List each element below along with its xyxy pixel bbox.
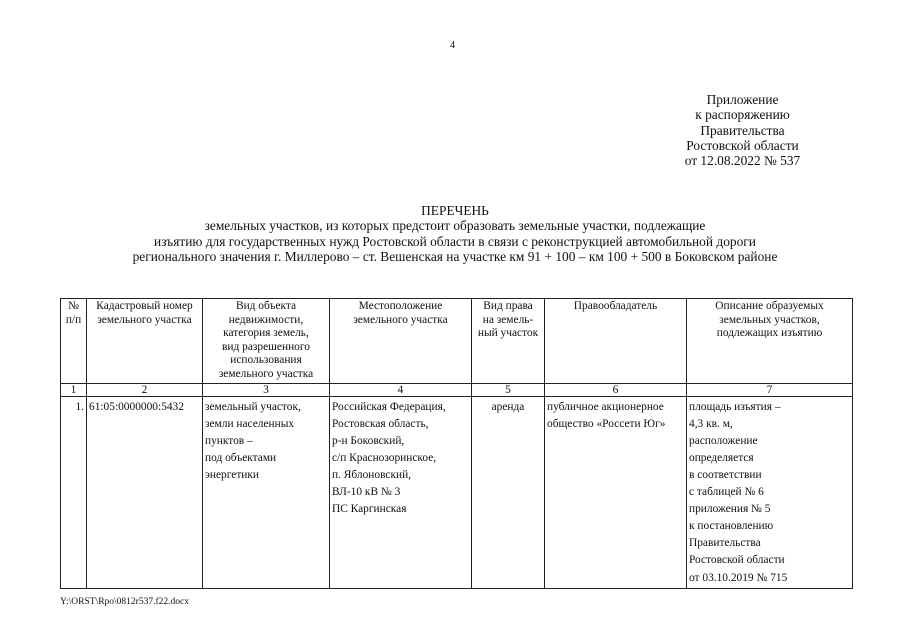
cell-text: ВЛ-10 кВ № 3 bbox=[332, 486, 401, 499]
cell-text: энергетики bbox=[205, 468, 260, 481]
header-cell-location bbox=[330, 299, 472, 384]
column-number: 7 bbox=[687, 383, 853, 396]
row-number-cell bbox=[61, 396, 87, 588]
column-number: 1 bbox=[61, 383, 87, 396]
document-title: ПЕРЕЧЕНЬ bbox=[421, 203, 489, 218]
cell-text: аренда bbox=[491, 400, 525, 413]
header-text: категория земель, bbox=[223, 327, 309, 340]
header-text: вид разрешенного bbox=[222, 340, 310, 353]
cell-text: с/п Краснозоринское, bbox=[332, 451, 437, 464]
header-text: недвижимости, bbox=[228, 313, 304, 326]
cell-text: р-н Боковский, bbox=[332, 434, 405, 447]
heading-line: изъятию для государственных нужд Ростовской области в связи с реконструкцией автомобильной дороги bbox=[154, 233, 756, 249]
header-text: Местоположение bbox=[358, 300, 443, 312]
header-text: Описание образуемых bbox=[715, 300, 824, 312]
document-heading bbox=[60, 203, 850, 264]
cell-text: к постановлению bbox=[689, 520, 774, 533]
header-text: п/п bbox=[65, 313, 82, 326]
cell-text: под объектами bbox=[205, 451, 277, 464]
cell-text: расположение bbox=[689, 434, 758, 447]
cell-text: земельный участок, bbox=[205, 400, 301, 413]
cadastral-number-cell bbox=[87, 396, 203, 588]
cell-text: Правительства bbox=[689, 537, 761, 550]
cell-text: приложения № 5 bbox=[689, 503, 771, 516]
page-number: 4 bbox=[450, 40, 455, 51]
header-text: Вид права bbox=[483, 300, 533, 312]
column-number: 3 bbox=[203, 383, 330, 396]
cell-text: определяется bbox=[689, 451, 754, 464]
cell-text: публичное акционерное bbox=[547, 400, 664, 413]
header-text: земельного участка bbox=[97, 313, 192, 326]
header-cell-object-type bbox=[203, 299, 330, 384]
header-text: земельных участков, bbox=[719, 313, 820, 326]
appendix-line: Правительства bbox=[700, 122, 785, 138]
cell-text: с таблицей № 6 bbox=[689, 486, 764, 499]
table-header-row bbox=[61, 299, 853, 384]
table-row bbox=[61, 396, 853, 588]
heading-line: регионального значения г. Миллерово – ст. Вешенская на участке км 91 + 100 – км 100 + 500 в Боковском районе bbox=[132, 248, 778, 264]
cell-text: ПС Каргинская bbox=[332, 503, 407, 516]
appendix-line: Приложение bbox=[706, 92, 779, 107]
header-cell-right-type bbox=[472, 299, 545, 384]
cell-text: Российская Федерация, bbox=[332, 400, 446, 413]
header-text: подлежащих изъятию bbox=[716, 327, 823, 340]
appendix-block bbox=[640, 92, 845, 168]
cell-text: площадь изъятия – bbox=[689, 400, 781, 413]
header-text: ный участок bbox=[477, 327, 539, 340]
header-cell-number bbox=[61, 299, 87, 384]
column-number-row bbox=[61, 383, 853, 396]
cell-text: в соответствии bbox=[689, 468, 762, 481]
owner-cell bbox=[545, 396, 687, 588]
column-number: 5 bbox=[472, 383, 545, 396]
cell-text: п. Яблоновский, bbox=[332, 468, 412, 481]
header-cell-description bbox=[687, 299, 853, 384]
cell-text: от 03.10.2019 № 715 bbox=[689, 571, 788, 584]
header-text: на земель- bbox=[482, 313, 534, 326]
right-type-cell bbox=[472, 396, 545, 588]
cell-text: пунктов – bbox=[205, 434, 253, 447]
header-text: использования bbox=[230, 354, 302, 367]
file-path-footer: Y:\ORST\Rpo\0812r537.f22.docx bbox=[60, 597, 189, 607]
header-text: Правообладатель bbox=[573, 300, 658, 312]
cell-text: Ростовской области bbox=[689, 554, 785, 567]
column-number: 4 bbox=[330, 383, 472, 396]
column-number: 6 bbox=[545, 383, 687, 396]
location-cell bbox=[330, 396, 472, 588]
cell-text: Ростовская область, bbox=[332, 417, 429, 430]
object-type-cell bbox=[203, 396, 330, 588]
description-cell bbox=[687, 396, 853, 588]
appendix-line: от 12.08.2022 № 537 bbox=[684, 153, 801, 169]
cell-text: 4,3 кв. м, bbox=[689, 417, 733, 430]
header-text: Кадастровый номер bbox=[96, 300, 193, 312]
header-cell-cadastral bbox=[87, 299, 203, 384]
header-text: Вид объекта bbox=[235, 300, 297, 312]
header-text: № bbox=[68, 300, 79, 312]
cell-text: общество «Россети Юг» bbox=[547, 417, 666, 430]
cell-text: 61:05:0000000:5432 bbox=[89, 400, 184, 413]
appendix-line: Ростовской области bbox=[686, 137, 799, 153]
cell-text: 1. bbox=[75, 400, 84, 413]
column-number: 2 bbox=[87, 383, 203, 396]
header-text: земельного участка bbox=[353, 313, 448, 326]
heading-line: земельных участков, из которых предстоит образовать земельные участки, подлежащие bbox=[204, 218, 706, 234]
land-plots-table bbox=[60, 298, 853, 589]
header-text: земельного участка bbox=[218, 367, 314, 380]
appendix-line: к распоряжению bbox=[695, 107, 790, 123]
header-cell-owner bbox=[545, 299, 687, 384]
cell-text: земли населенных bbox=[205, 417, 295, 430]
